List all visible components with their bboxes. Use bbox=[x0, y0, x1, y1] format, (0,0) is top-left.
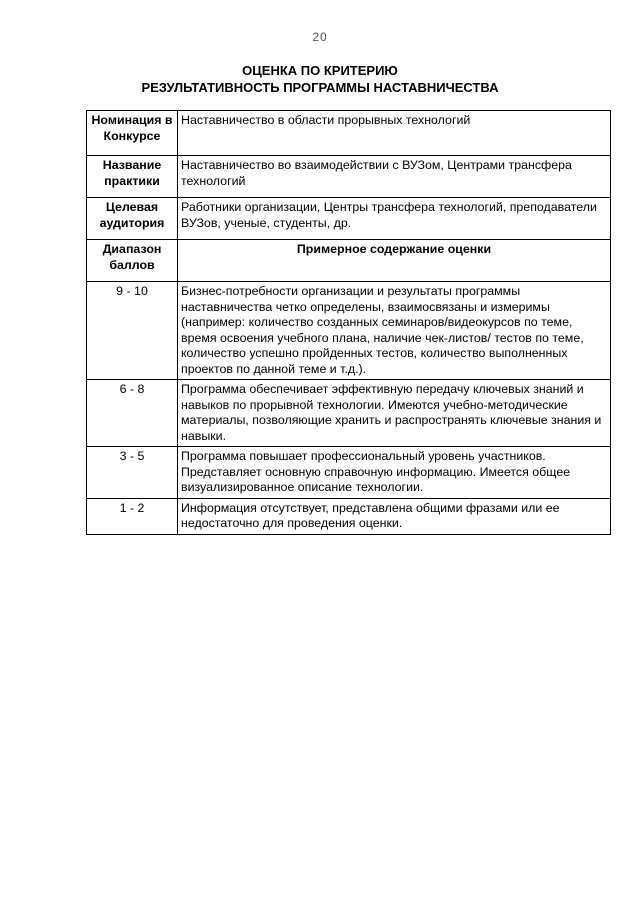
range-header: Диапазон баллов bbox=[87, 240, 178, 282]
table-header-row bbox=[87, 240, 611, 282]
score-range: 1 - 2 bbox=[87, 498, 178, 534]
content-header: Примерное содержание оценки bbox=[178, 240, 611, 282]
practice-name-value: Наставничество во взаимодействии с ВУЗом, Центрами трансфера технологий bbox=[178, 156, 611, 198]
document-title bbox=[0, 62, 640, 96]
nomination-label: Номинация в Конкурсе bbox=[87, 111, 178, 156]
score-range: 3 - 5 bbox=[87, 447, 178, 499]
score-description: Программа обеспечивает эффективную передачу ключевых знаний и навыков по прорывной технологии. Имеются учебно-методические материалы, позволяющие хранить и распространять ключевые знания и навыки. bbox=[178, 380, 611, 447]
table-row bbox=[87, 498, 611, 534]
score-description: Программа повышает профессиональный уровень участников. Представляет основную справочную информацию. Имеется общее визуализированное описание технологии. bbox=[178, 447, 611, 499]
criteria-table bbox=[86, 110, 611, 535]
title-line-1: ОЦЕНКА ПО КРИТЕРИЮ bbox=[242, 63, 398, 78]
table-row-practice-name bbox=[87, 156, 611, 198]
table-row-audience bbox=[87, 198, 611, 240]
score-range: 6 - 8 bbox=[87, 380, 178, 447]
score-range: 9 - 10 bbox=[87, 282, 178, 380]
audience-label: Целевая аудитория bbox=[87, 198, 178, 240]
score-description: Бизнес-потребности организации и результаты программы наставничества четко определены, взаимосвязаны и измеримы (например: количество созданных семинаров/видеокурсов по теме, время освоения учебного плана, наличие чек-листов/ тестов по теме, количество успешно пройденных тестов, количество выполненных проектов по данной теме и т.д.). bbox=[178, 282, 611, 380]
score-description: Информация отсутствует, представлена общими фразами или ее недостаточно для проведения оценки. bbox=[178, 498, 611, 534]
nomination-value: Наставничество в области прорывных технологий bbox=[178, 111, 611, 156]
table-row bbox=[87, 380, 611, 447]
audience-value: Работники организации, Центры трансфера технологий, преподаватели ВУЗов, ученые, студенты, др. bbox=[178, 198, 611, 240]
table-row bbox=[87, 282, 611, 380]
table-row bbox=[87, 447, 611, 499]
title-line-2: РЕЗУЛЬТАТИВНОСТЬ ПРОГРАММЫ НАСТАВНИЧЕСТВА bbox=[141, 80, 499, 95]
table-row-nomination bbox=[87, 111, 611, 156]
practice-name-label: Название практики bbox=[87, 156, 178, 198]
page-number: 20 bbox=[312, 30, 328, 44]
